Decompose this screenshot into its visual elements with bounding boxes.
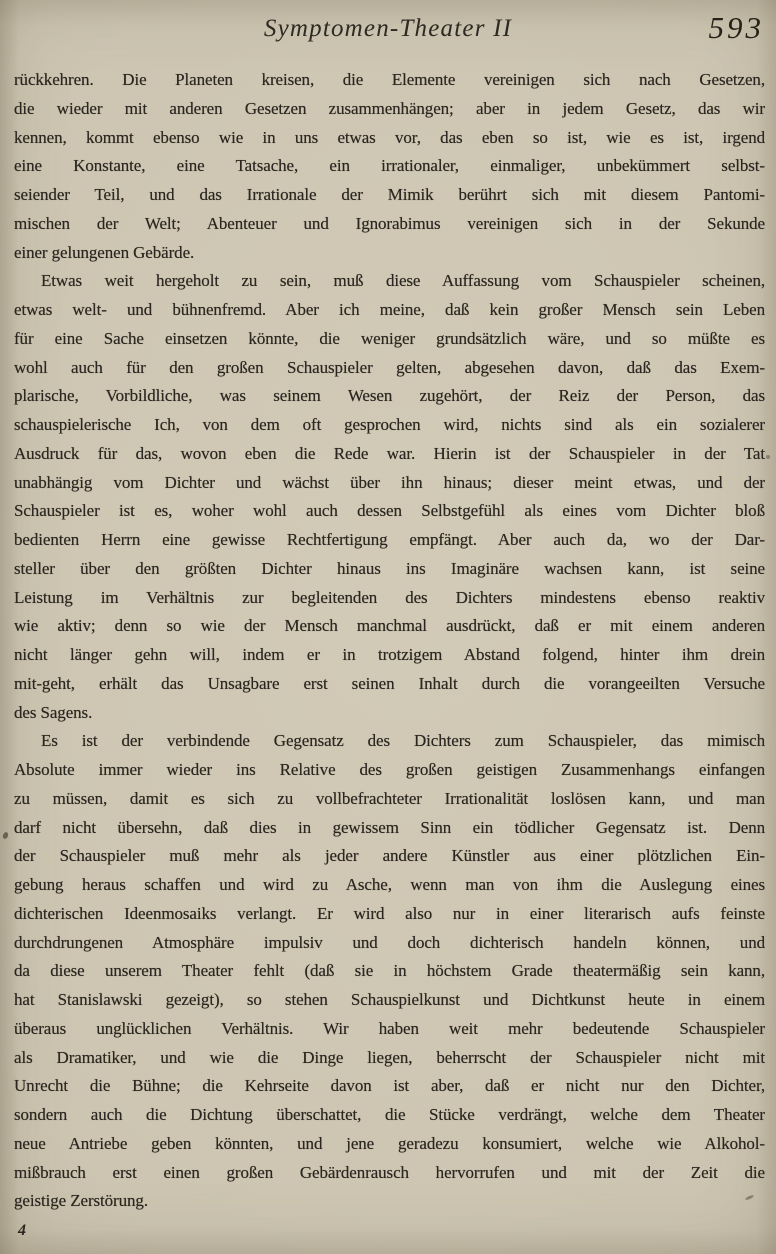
text-line: kennen, kommt ebenso wie in uns etwas vor, das eben so ist, wie es ist, irgend (14, 127, 765, 147)
text-line: geistige Zerstörung. (14, 1191, 148, 1211)
text-line: Unrecht die Bühne; die Kehrseite davon ist aber, daß er nicht nur den Dichter, (14, 1076, 765, 1096)
text-line: plarische, Vorbildliche, was seinem Wesen zugehört, der Reiz der Person, das (14, 386, 765, 406)
text-line: durchdrungenen Atmosphäre impulsiv und doch dichterisch handeln können, und (14, 932, 765, 952)
text-line: bedienten Herrn eine gewisse Rechtfertigung empfängt. Aber auch da, wo der Dar- (14, 530, 765, 549)
text-line: Etwas weit hergeholt zu sein, muß diese Auffassung vom Schauspieler scheinen, (41, 271, 765, 291)
text-line: dichterischen Ideenmosaiks verlangt. Er wird also nur in einer literarisch aufs feinste (14, 903, 765, 923)
text-line: darf nicht übersehn, daß dies in gewissem Sinn ein tödlicher Gegensatz ist. Denn (14, 817, 765, 837)
text-line: seiender Teil, und das Irrationale der Mimik berührt sich mit diesem Pantomi- (14, 185, 765, 204)
text-line: neue Antriebe geben könnten, und jene geradezu konsumiert, welche wie Alkohol- (14, 1133, 765, 1153)
running-title: Symptomen-Theater II (263, 15, 513, 42)
text-line: steller über den größten Dichter hinaus ins Imaginäre wachsen kann, ist seine (14, 558, 765, 578)
text-line: nicht länger gehn will, indem er in trotzigem Abstand folgend, hinter ihm drein (14, 645, 765, 664)
text-line: zu müssen, damit es sich zu vollbefrachteter Irrationalität loslösen kann, und man (14, 788, 765, 808)
text-line: für eine Sache einsetzen könnte, die weniger grundsätzlich wäre, und so müßte es (14, 328, 765, 348)
text-line: wohl auch für den großen Schauspieler gelten, abgesehen davon, daß das Exem- (14, 357, 765, 377)
text-line: wie aktiv; denn so wie der Mensch manchmal ausdrückt, daß er mit einem anderen (14, 616, 765, 636)
paragraph (14, 66, 765, 267)
page-body (14, 66, 765, 1216)
text-line: sondern auch die Dichtung überschattet, die Stücke verdrängt, welche dem Theater (14, 1105, 765, 1124)
text-line: Schauspieler ist es, woher wohl auch dessen Selbstgefühl als eines vom Dichter bloß (14, 501, 765, 521)
paragraph (14, 727, 765, 1216)
text-line: unabhängig vom Dichter und wächst über ihn hinaus; dieser meint etwas, und der (14, 472, 765, 492)
text-line: mißbrauch erst einen großen Gebärdenrausch hervorrufen und mit der Zeit die (14, 1162, 765, 1182)
text-line: Ausdruck für das, wovon eben die Rede war. Hierin ist der Schauspieler in der Tat (14, 443, 765, 463)
text-line: schauspielerische Ich, von dem oft gesprochen wird, nichts sind als ein sozialerer (14, 415, 765, 434)
text-line: hat Stanislawski gezeigt), so stehen Schauspielkunst und Dichtkunst heute in einem (14, 990, 765, 1009)
text-line: etwas welt- und bühnenfremd. Aber ich meine, daß kein großer Mensch sein Leben (14, 300, 765, 319)
page-number: 593 (708, 10, 764, 45)
paragraph (14, 267, 765, 727)
text-line: eine Konstante, eine Tatsache, ein irrationaler, einmaliger, unbekümmert selbst- (14, 156, 765, 176)
text-line: die wieder mit anderen Gesetzen zusammenhängen; aber in jedem Gesetz, das wir (14, 98, 765, 118)
text-line: Es ist der verbindende Gegensatz des Dichters zum Schauspieler, das mimisch (41, 731, 765, 751)
text-line: Leistung im Verhältnis zur begleitenden des Dichters mindestens ebenso reaktiv (14, 587, 765, 607)
text-line: Absolute immer wieder ins Relative des großen geistigen Zusammenhangs einfangen (14, 760, 765, 779)
text-line: mischen der Welt; Abenteuer und Ignorabimus vereinigen sich in der Sekunde (14, 213, 765, 233)
text-line: einer gelungenen Gebärde. (14, 242, 195, 262)
text-line: gebung heraus schaffen und wird zu Asche, wenn man von ihm die Auslegung eines (14, 875, 765, 894)
text-line: mit-geht, erhält das Unsagbare erst seinen Inhalt durch die vorangeeilten Versuche (14, 673, 765, 693)
signature-mark: 4 (18, 1222, 26, 1239)
text-line: der Schauspieler muß mehr als jeder andere Künstler aus einer plötzlichen Ein- (14, 846, 765, 866)
text-line: des Sagens. (14, 702, 93, 722)
paper-speck (2, 831, 9, 839)
text-line: überaus unglücklichen Verhältnis. Wir haben weit mehr bedeutende Schauspieler (14, 1018, 765, 1038)
text-line: da diese unserem Theater fehlt (daß sie in höchstem Grade theatermäßig sein kann, (14, 961, 765, 981)
paper-speck (766, 455, 770, 459)
page-header (0, 10, 776, 52)
text-line: rückkehren. Die Planeten kreisen, die Elemente vereinigen sich nach Gesetzen, (14, 70, 765, 89)
text-line: als Dramatiker, und wie die Dinge liegen, beherrscht der Schauspieler nicht mit (14, 1047, 765, 1067)
